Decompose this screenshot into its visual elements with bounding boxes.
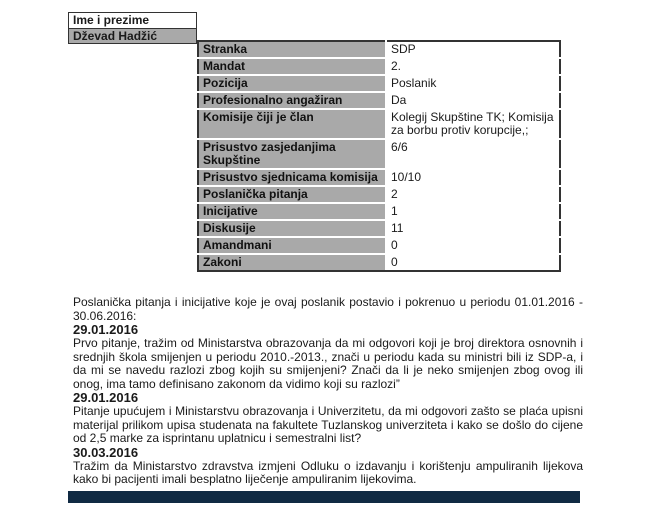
row-key: Poslanička pitanja <box>198 186 386 203</box>
entry-text: Prvo pitanje, tražim od Ministarstva obrazovanja da mi odgovori koji je broj direktora osnovnih i srednjih škola smijenjen u periodu 2010.-2013., znači u periodu kada su ministri bili iz SDP-a, i da mi se navedu razlozi zbog kojih su smijenjeni? Znači da li je neko smijenjen zbog ovog ili onog, ima tamo definisano zakonom da vidimo koji su razlozi” <box>73 336 583 391</box>
table-row <box>198 203 560 220</box>
row-value: 10/10 <box>386 169 560 186</box>
deputy-info-table <box>197 40 561 272</box>
row-key: Mandat <box>198 58 386 75</box>
row-key: Inicijative <box>198 203 386 220</box>
row-value: Poslanik <box>386 75 560 92</box>
entry-date: 29.01.2016 <box>73 390 139 405</box>
table-row <box>198 139 560 169</box>
table-row <box>198 58 560 75</box>
table-row <box>198 254 560 271</box>
table-row <box>198 75 560 92</box>
row-value: 1 <box>386 203 560 220</box>
row-key: Profesionalno angažiran <box>198 92 386 109</box>
row-value: Kolegij Skupštine TK; Komisija za borbu protiv korupcije,; <box>386 109 560 139</box>
name-box <box>68 12 197 44</box>
table-row <box>198 92 560 109</box>
deputy-name: Dževad Hadžić <box>69 29 196 43</box>
row-value: 2. <box>386 58 560 75</box>
table-row <box>198 237 560 254</box>
row-value: 6/6 <box>386 139 560 169</box>
row-key: Amandmani <box>198 237 386 254</box>
entry-date: 30.03.2016 <box>73 444 139 460</box>
row-key: Zakoni <box>198 254 386 271</box>
row-key: Diskusije <box>198 220 386 237</box>
row-value: 0 <box>386 237 560 254</box>
entry-text: Tražim da Ministarstvo zdravstva izmjeni Odluku o izdavanju i korištenju ampuliranih lijekova kako bi pacijenti imali besplatno liječenje ampuliranim lijekovima. <box>73 458 583 486</box>
table-row <box>198 41 560 58</box>
footer-bar <box>68 491 580 503</box>
intro-text: Poslanička pitanja i inicijative koje je ovaj poslanik postavio i pokrenuo u periodu 01.01.2016 - 30.06.2016: <box>73 295 583 323</box>
row-value: 0 <box>386 254 560 271</box>
table-row <box>198 109 560 139</box>
row-key: Prisustvo zasjedanjima Skupštine <box>198 139 386 169</box>
table-row <box>198 186 560 203</box>
entry-text: Pitanje upućujem i Ministarstvu obrazovanja i Univerzitetu, da mi odgovori zašto se plaća upisni materijal prilikom upisa studenata na fakultete Tuzlanskog univerziteta i kako se došlo do cijene od 2,5 marke za isprintanu uplatnicu i semestralni list? <box>73 404 583 445</box>
row-key: Prisustvo sjednicama komisija <box>198 169 386 186</box>
table-row <box>198 169 560 186</box>
row-value: 2 <box>386 186 560 203</box>
name-label: Ime i prezime <box>69 13 196 29</box>
entry-date: 29.01.2016 <box>73 322 139 337</box>
row-value: Da <box>386 92 560 109</box>
row-value: 11 <box>386 220 560 237</box>
row-key: Stranka <box>198 41 386 58</box>
questions-section <box>73 296 583 487</box>
table-row <box>198 220 560 237</box>
row-key: Pozicija <box>198 75 386 92</box>
row-value: SDP <box>386 41 560 58</box>
row-key: Komisije čiji je član <box>198 109 386 139</box>
